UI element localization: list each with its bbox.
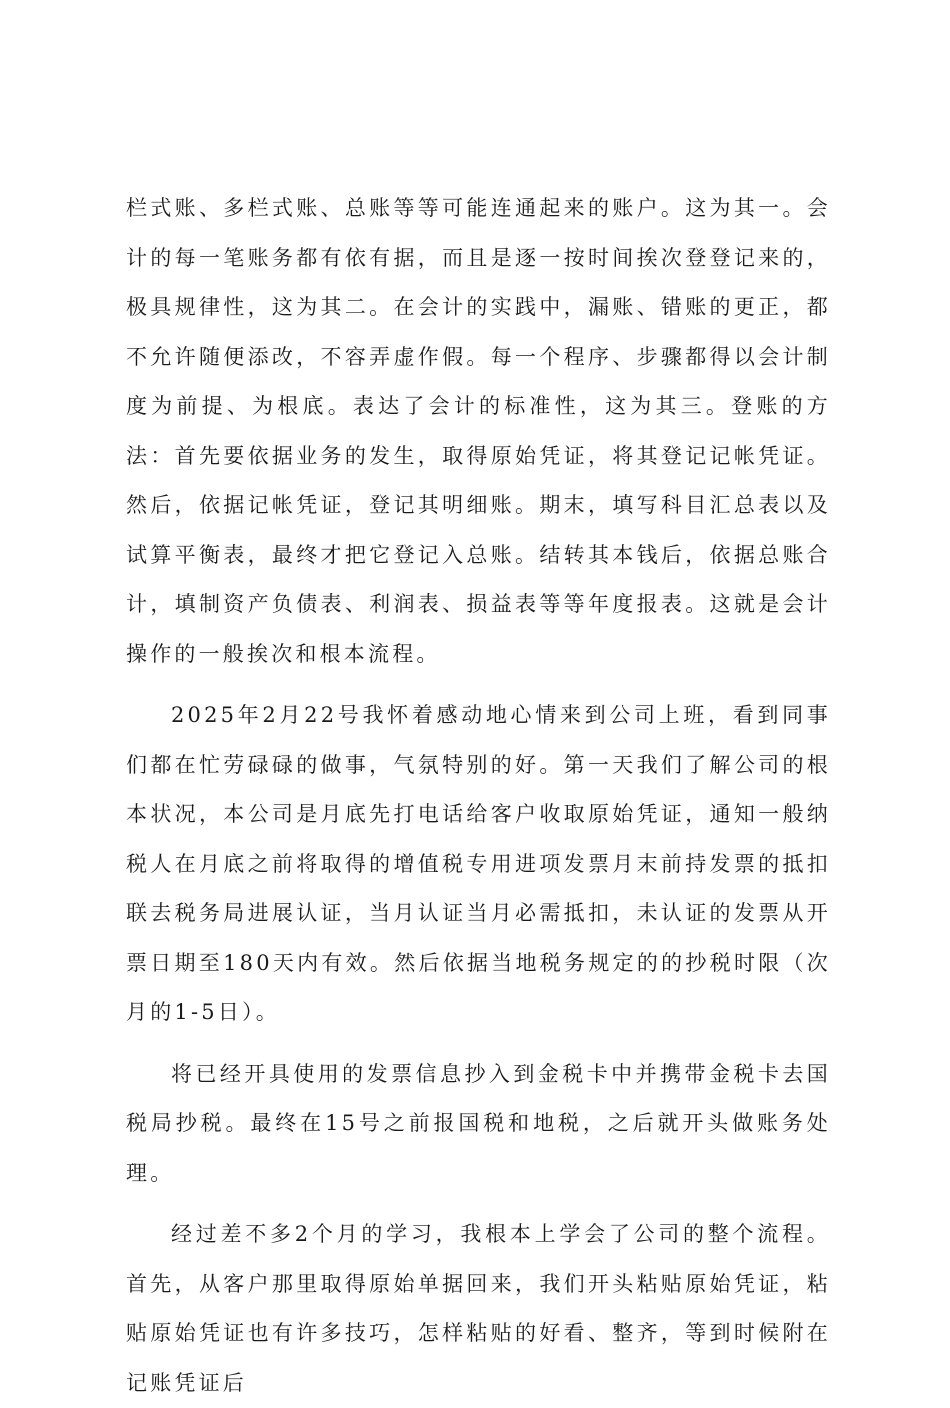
paragraph-2: 2025年2月22号我怀着感动地心情来到公司上班，看到同事们都在忙劳碌碌的做事，气氛特别的好。第一天我们了解公司的根本状况，本公司是月底先打电话给客户收取原始凭证，通知一般纳税人在月底之前将取得的增值税专用进项发票月末前持发票的抵扣联去税务局进展认证，当月认证当月必需抵扣，未认证的发票从开票日期至180天内有效。然后依据当地税务规定的的抄税时限（次月的1-5日）。 (126, 703, 831, 1024)
body-text (126, 184, 831, 1408)
paragraph-1: 栏式账、多栏式账、总账等等可能连通起来的账户。这为其一。会计的每一笔账务都有依有据，而且是逐一按时间挨次登登记来的，极具规律性，这为其二。在会计的实践中，漏账、错账的更正，都不允许随便添改，不容弄虚作假。每一个程序、步骤都得以会计制度为前提、为根底。表达了会计的标准性，这为其三。登账的方法：首先要依据业务的发生，取得原始凭证，将其登记记帐凭证。然后，依据记帐凭证，登记其明细账。期末，填写科目汇总表以及试算平衡表，最终才把它登记入总账。结转其本钱后，依据总账合计，填制资产负债表、利润表、损益表等等年度报表。这就是会计操作的一般挨次和根本流程。 (126, 196, 831, 666)
paragraph-3: 将已经开具使用的发票信息抄入到金税卡中并携带金税卡去国税局抄税。最终在15号之前报国税和地税，之后就开头做账务处理。 (126, 1061, 831, 1185)
paragraph-4: 经过差不多2个月的学习，我根本上学会了公司的整个流程。首先，从客户那里取得原始单据回来，我们开头粘贴原始凭证，粘贴原始凭证也有许多技巧，怎样粘贴的好看、整齐，等到时候附在记账凭证后 (126, 1222, 831, 1395)
